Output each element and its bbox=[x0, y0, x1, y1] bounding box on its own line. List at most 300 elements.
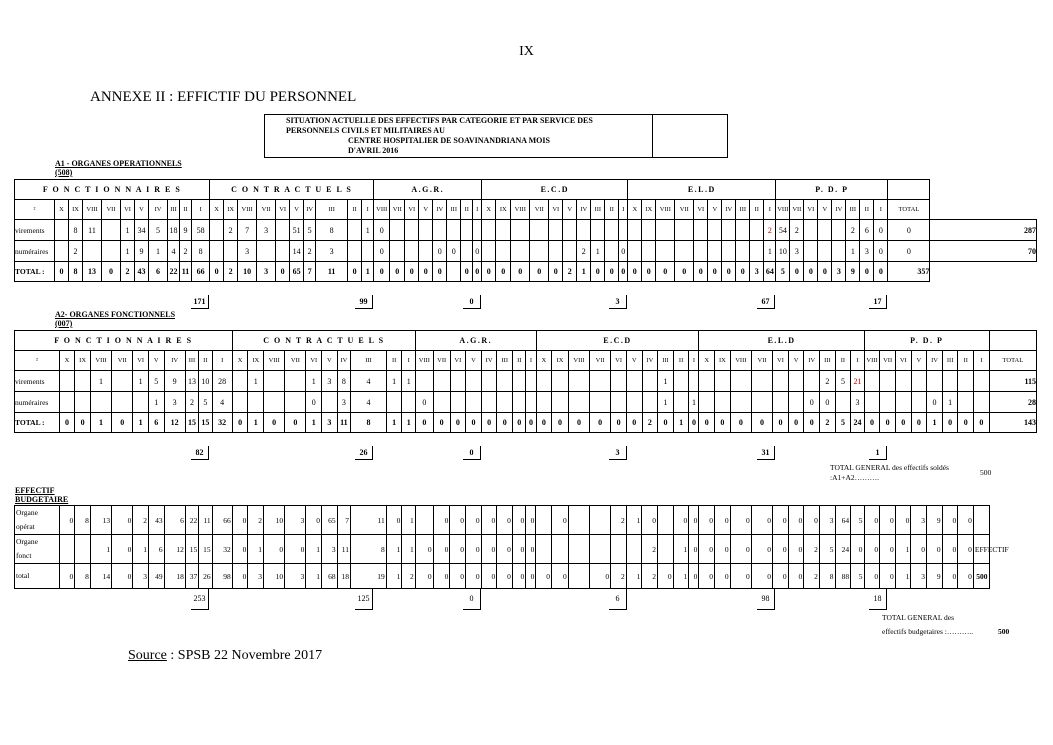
budget-group-subtotal: 253 bbox=[191, 588, 209, 610]
table-cell bbox=[675, 241, 694, 262]
table-cell: 0 bbox=[374, 241, 390, 262]
column-header: III bbox=[447, 200, 461, 220]
column-header: I bbox=[473, 200, 482, 220]
budget-cell: 32 bbox=[212, 535, 232, 564]
column-header: II bbox=[673, 351, 689, 371]
column-header: ² bbox=[15, 200, 55, 220]
column-header: VII bbox=[433, 351, 450, 371]
column-header: VII bbox=[257, 200, 276, 220]
column-header: VII bbox=[675, 200, 694, 220]
a2-group-subtotal: 26 bbox=[355, 446, 373, 460]
budget-cell: 11 bbox=[199, 506, 212, 535]
page-number: IX bbox=[519, 44, 534, 59]
table-cell: 0 bbox=[511, 262, 530, 282]
budget-cell: 0 bbox=[730, 564, 751, 589]
column-header: II bbox=[835, 351, 851, 371]
table-cell: 10 bbox=[238, 262, 257, 282]
table-cell: 0 bbox=[642, 262, 656, 282]
table-cell: 2 bbox=[846, 220, 860, 241]
column-header: VIII bbox=[238, 200, 257, 220]
table-cell: 2 bbox=[790, 220, 804, 241]
table-cell: 28 bbox=[212, 371, 232, 392]
a1-group-subtotal: 3 bbox=[609, 295, 627, 309]
table-cell: 1 bbox=[90, 413, 111, 433]
table-cell: 0 bbox=[619, 241, 628, 262]
column-header: VI bbox=[121, 200, 135, 220]
table-cell: 1 bbox=[90, 371, 111, 392]
table-cell: 0 bbox=[860, 262, 874, 282]
table-cell: 3 bbox=[238, 241, 257, 262]
budget-cell: 0 bbox=[751, 564, 772, 589]
table-cell: 0 bbox=[513, 413, 526, 433]
table-cell bbox=[804, 241, 818, 262]
budget-cell: 0 bbox=[415, 564, 433, 589]
budget-cell: 1 bbox=[673, 564, 689, 589]
budget-cell: 0 bbox=[59, 564, 75, 589]
table-cell bbox=[112, 371, 133, 392]
budget-cell: 8 bbox=[351, 535, 387, 564]
table-cell: 0 bbox=[675, 262, 694, 282]
budget-cell: 0 bbox=[714, 506, 730, 535]
table-cell: 1 bbox=[764, 241, 776, 262]
table-cell: 15 bbox=[185, 413, 198, 433]
column-header: X bbox=[210, 200, 224, 220]
column-header: II bbox=[461, 200, 473, 220]
table-cell bbox=[348, 241, 362, 262]
table-cell bbox=[699, 371, 715, 392]
table-cell: 13 bbox=[83, 262, 102, 282]
budget-cell bbox=[973, 506, 989, 535]
column-header: II bbox=[605, 200, 619, 220]
a1-group-subtotal: 0 bbox=[463, 295, 481, 309]
a2-general-value: 500 bbox=[980, 468, 992, 477]
budget-cell: 0 bbox=[958, 506, 974, 535]
budget-cell: 0 bbox=[415, 535, 433, 564]
table-row bbox=[15, 241, 1037, 262]
table-cell: 2 bbox=[224, 262, 238, 282]
column-header: V bbox=[419, 200, 433, 220]
budget-cell bbox=[59, 535, 75, 564]
table-cell bbox=[656, 220, 675, 241]
table-cell bbox=[536, 371, 552, 392]
a1-title: A1 - ORGANES OPERATIONNELS bbox=[55, 159, 182, 168]
table-cell bbox=[773, 392, 789, 413]
table-cell bbox=[628, 220, 642, 241]
column-header: III bbox=[736, 200, 750, 220]
table-cell: 1 bbox=[658, 371, 674, 392]
column-header: VII bbox=[390, 200, 405, 220]
table-cell: 1 bbox=[133, 413, 149, 433]
table-cell: 1 bbox=[362, 220, 374, 241]
table-cell bbox=[348, 220, 362, 241]
table-cell bbox=[750, 241, 764, 262]
budget-row-label-line: Organe bbox=[16, 508, 38, 517]
table-cell bbox=[482, 220, 496, 241]
table-cell: 3 bbox=[851, 392, 864, 413]
table-cell bbox=[496, 220, 511, 241]
budget-cell: 0 bbox=[497, 564, 513, 589]
budget-cell: 0 bbox=[880, 535, 896, 564]
table-cell bbox=[895, 392, 911, 413]
table-cell: 0 bbox=[605, 262, 619, 282]
column-header: IX bbox=[552, 351, 569, 371]
table-cell: 357 bbox=[888, 262, 930, 282]
column-header: TOTAL bbox=[888, 200, 930, 220]
table-cell bbox=[552, 392, 569, 413]
budget-cell: 1 bbox=[306, 535, 322, 564]
budget-cell: 5 bbox=[819, 535, 835, 564]
table-cell bbox=[563, 220, 577, 241]
table-cell: 0 bbox=[656, 262, 675, 282]
table-cell: 0 bbox=[911, 413, 927, 433]
a2-group-subtotal: 82 bbox=[191, 446, 209, 460]
budget-cell bbox=[568, 535, 589, 564]
column-header: I bbox=[192, 200, 210, 220]
table-cell: 143 bbox=[989, 413, 1036, 433]
table-cell: 0 bbox=[466, 413, 482, 433]
a2-section-title bbox=[55, 310, 175, 328]
table-cell: 2 bbox=[180, 241, 192, 262]
budget-cell: 15 bbox=[199, 535, 212, 564]
table-cell: 4 bbox=[168, 241, 180, 262]
table-cell: 3 bbox=[164, 392, 185, 413]
table-cell: 0 bbox=[689, 413, 699, 433]
table-cell: 1 bbox=[306, 371, 322, 392]
column-header: II bbox=[199, 351, 212, 371]
budget-cell: 3 bbox=[911, 564, 927, 589]
budget-cell: 0 bbox=[512, 535, 525, 564]
column-header: II bbox=[513, 351, 526, 371]
table-cell: 9 bbox=[164, 371, 185, 392]
table-cell bbox=[788, 392, 804, 413]
table-cell: 3 bbox=[832, 262, 846, 282]
table-cell: 12 bbox=[164, 413, 185, 433]
column-header: V bbox=[466, 351, 482, 371]
table-cell bbox=[751, 371, 772, 392]
column-header: X bbox=[628, 200, 642, 220]
column-header: X bbox=[55, 200, 69, 220]
budget-cell: 11 bbox=[337, 535, 350, 564]
budget-cell: 2 bbox=[642, 535, 658, 564]
table-cell bbox=[942, 371, 958, 392]
column-header: II bbox=[348, 200, 362, 220]
table-cell bbox=[530, 241, 549, 262]
table-cell bbox=[751, 392, 772, 413]
budget-cell: 0 bbox=[466, 564, 482, 589]
table-cell: 4 bbox=[351, 371, 387, 392]
a1-section-title bbox=[55, 159, 182, 177]
table-cell: 2 bbox=[563, 262, 577, 282]
table-cell: 0 bbox=[626, 413, 642, 433]
table-cell bbox=[715, 392, 731, 413]
table-cell bbox=[568, 392, 589, 413]
table-cell: 1 bbox=[402, 371, 416, 392]
a1-group-subtotal: 171 bbox=[191, 295, 209, 309]
table-cell: 0 bbox=[974, 413, 990, 433]
budget-cell: 18 bbox=[164, 564, 185, 589]
budget-title-2: BUDGETAIRE bbox=[15, 495, 69, 504]
budget-cell bbox=[415, 506, 433, 535]
column-header: III bbox=[846, 200, 860, 220]
column-header: V bbox=[148, 351, 164, 371]
table-cell bbox=[433, 220, 447, 241]
table-cell: 13 bbox=[185, 371, 198, 392]
column-header: III bbox=[658, 351, 674, 371]
column-header: X bbox=[59, 351, 75, 371]
a1-group-subtotal: 99 bbox=[355, 295, 373, 309]
budget-cell: 2 bbox=[611, 506, 627, 535]
table-cell bbox=[450, 392, 466, 413]
table-cell: 21 bbox=[851, 371, 864, 392]
table-cell bbox=[911, 392, 927, 413]
column-header: VI bbox=[773, 351, 789, 371]
budget-cell: 1 bbox=[402, 535, 415, 564]
table-cell bbox=[83, 241, 102, 262]
table-cell bbox=[232, 392, 248, 413]
column-header: VIII bbox=[415, 351, 433, 371]
column-header: V bbox=[708, 200, 722, 220]
table-cell bbox=[835, 392, 851, 413]
budget-cell: 2 bbox=[402, 564, 415, 589]
table-cell: 0 bbox=[461, 262, 473, 282]
column-header: X bbox=[699, 351, 715, 371]
a2-group-subtotal: 3 bbox=[609, 446, 627, 460]
budget-cell: 1 bbox=[90, 535, 111, 564]
budget-cell bbox=[75, 535, 91, 564]
budget-cell: 26 bbox=[199, 564, 212, 589]
column-header: IV bbox=[433, 200, 447, 220]
table-cell: 4 bbox=[212, 392, 232, 413]
table-cell: 0 bbox=[552, 413, 569, 433]
table-cell: 0 bbox=[790, 262, 804, 282]
budget-cell: 0 bbox=[306, 506, 322, 535]
table-cell: 8 bbox=[337, 371, 350, 392]
budget-cell bbox=[658, 535, 674, 564]
table-cell bbox=[974, 371, 990, 392]
table-cell: 0 bbox=[715, 413, 731, 433]
table-cell bbox=[530, 220, 549, 241]
table-cell: 0 bbox=[415, 392, 433, 413]
budget-cell bbox=[551, 535, 568, 564]
table-cell bbox=[257, 241, 276, 262]
table-cell: 9 bbox=[846, 262, 860, 282]
table-cell: 3 bbox=[257, 220, 276, 241]
table-cell: 3 bbox=[257, 262, 276, 282]
budget-cell: 8 bbox=[819, 564, 835, 589]
table-cell bbox=[568, 371, 589, 392]
table-cell: 287 bbox=[930, 220, 1037, 241]
table-cell bbox=[450, 371, 466, 392]
table-cell: 3 bbox=[790, 241, 804, 262]
source-text: : SPSB 22 Novembre 2017 bbox=[166, 648, 323, 663]
table-cell bbox=[210, 241, 224, 262]
table-cell: 0 bbox=[874, 241, 888, 262]
table-cell bbox=[210, 220, 224, 241]
table-cell: 0 bbox=[112, 413, 133, 433]
table-cell: 0 bbox=[864, 413, 880, 433]
table-cell: 3 bbox=[337, 392, 350, 413]
column-header: I bbox=[212, 351, 232, 371]
column-header: VIII bbox=[656, 200, 675, 220]
table-cell: 1 bbox=[658, 392, 674, 413]
table-cell bbox=[264, 392, 285, 413]
budget-section-title bbox=[15, 486, 68, 504]
budget-cell: 18 bbox=[337, 564, 350, 589]
column-header: VI bbox=[694, 200, 708, 220]
table-cell: 10 bbox=[199, 371, 212, 392]
table-cell: 0 bbox=[374, 262, 390, 282]
budget-cell: 3 bbox=[133, 564, 149, 589]
budget-cell: 2 bbox=[804, 564, 820, 589]
table-cell: 24 bbox=[851, 413, 864, 433]
budget-cell: 2 bbox=[804, 535, 820, 564]
column-header: V bbox=[322, 351, 338, 371]
a1-group-label: F O N C T I O N N A I R E S bbox=[15, 180, 210, 200]
table-cell: 0 bbox=[419, 262, 433, 282]
table-cell: 0 bbox=[708, 262, 722, 282]
column-header: V bbox=[911, 351, 927, 371]
table-cell bbox=[590, 371, 611, 392]
table-cell: 0 bbox=[773, 413, 789, 433]
table-cell bbox=[750, 220, 764, 241]
budget-cell bbox=[589, 535, 610, 564]
table-cell: 32 bbox=[212, 413, 232, 433]
budget-cell: 0 bbox=[958, 564, 974, 589]
table-cell: 0 bbox=[232, 413, 248, 433]
column-header: II bbox=[386, 351, 402, 371]
table-cell: 70 bbox=[930, 241, 1037, 262]
table-cell: 2 bbox=[224, 220, 238, 241]
table-cell: 8 bbox=[69, 262, 83, 282]
budget-cell: 3 bbox=[285, 564, 306, 589]
budget-cell: 0 bbox=[433, 564, 450, 589]
table-cell bbox=[605, 220, 619, 241]
table-cell bbox=[386, 392, 402, 413]
budget-cell: 68 bbox=[322, 564, 338, 589]
table-cell: 0 bbox=[374, 220, 390, 241]
table-cell bbox=[112, 392, 133, 413]
budget-general-label-2: effectifs budgetaires :……….. bbox=[882, 627, 974, 636]
budget-cell: 8 bbox=[75, 506, 91, 535]
table-cell: 0 bbox=[628, 262, 642, 282]
budget-group-subtotal: 0 bbox=[463, 588, 481, 610]
table-cell: 9 bbox=[180, 220, 192, 241]
column-header: VIII bbox=[90, 351, 111, 371]
budget-cell: 0 bbox=[927, 535, 943, 564]
table-cell: 0 bbox=[888, 241, 930, 262]
a2-group-subtotal: 31 bbox=[757, 446, 775, 460]
budget-cell: EFFECTIF bbox=[973, 535, 989, 564]
table-cell bbox=[552, 371, 569, 392]
column-header: VII bbox=[790, 200, 804, 220]
column-header: VIII bbox=[730, 351, 751, 371]
table-cell bbox=[818, 220, 832, 241]
table-cell bbox=[880, 392, 896, 413]
budget-cell: 0 bbox=[851, 535, 864, 564]
table-cell bbox=[736, 241, 750, 262]
budget-cell: 24 bbox=[835, 535, 851, 564]
table-cell bbox=[526, 392, 536, 413]
table-cell: 0 bbox=[880, 413, 896, 433]
column-header: IV bbox=[577, 200, 591, 220]
table-cell bbox=[911, 371, 927, 392]
budget-cell: 65 bbox=[322, 506, 338, 535]
column-header: IV bbox=[304, 200, 316, 220]
source-label: Source bbox=[128, 648, 167, 663]
table-cell: 11 bbox=[316, 262, 348, 282]
table-cell: 22 bbox=[168, 262, 180, 282]
budget-cell: 0 bbox=[512, 564, 525, 589]
budget-cell bbox=[626, 535, 642, 564]
a1-group-subtotal: 67 bbox=[757, 295, 775, 309]
table-cell: 0 bbox=[526, 413, 536, 433]
table-cell: 3 bbox=[322, 413, 338, 433]
table-cell bbox=[832, 220, 846, 241]
budget-general-label-1: TOTAL GENERAL des bbox=[882, 613, 955, 622]
table-cell: 115 bbox=[989, 371, 1036, 392]
table-cell bbox=[895, 371, 911, 392]
table-cell bbox=[590, 392, 611, 413]
table-cell: 1 bbox=[121, 220, 135, 241]
table-row bbox=[15, 371, 1037, 392]
table-cell: 0 bbox=[694, 262, 708, 282]
table-cell: 0 bbox=[473, 241, 482, 262]
budget-cell: 0 bbox=[497, 506, 513, 535]
table-cell: 0 bbox=[415, 413, 433, 433]
table-cell: 0 bbox=[788, 413, 804, 433]
budget-cell: 0 bbox=[942, 506, 958, 535]
table-cell: 0 bbox=[75, 413, 91, 433]
budget-cell bbox=[568, 564, 589, 589]
table-cell: 0 bbox=[820, 392, 836, 413]
column-header: III bbox=[351, 351, 387, 371]
column-header: VIII bbox=[776, 200, 790, 220]
table-cell: 64 bbox=[764, 262, 776, 282]
table-cell: 0 bbox=[591, 262, 605, 282]
table-cell: 0 bbox=[59, 413, 75, 433]
budget-cell: 10 bbox=[263, 564, 284, 589]
budget-cell: 0 bbox=[642, 506, 658, 535]
budget-cell: 0 bbox=[689, 535, 699, 564]
table-cell: 0 bbox=[804, 392, 820, 413]
budget-cell: 500 bbox=[973, 564, 989, 589]
column-header: IV bbox=[164, 351, 185, 371]
table-cell bbox=[804, 220, 818, 241]
budget-cell: 2 bbox=[248, 506, 264, 535]
a2-group-label: P. D. P bbox=[864, 331, 989, 351]
budget-cell: 0 bbox=[689, 506, 699, 535]
table-cell: 8 bbox=[351, 413, 387, 433]
budget-cell: 0 bbox=[942, 535, 958, 564]
table-cell bbox=[880, 371, 896, 392]
table-cell bbox=[390, 220, 405, 241]
table-cell bbox=[694, 241, 708, 262]
budget-cell: 1 bbox=[133, 535, 149, 564]
budget-cell: 0 bbox=[880, 564, 896, 589]
table-cell bbox=[818, 241, 832, 262]
table-cell bbox=[628, 241, 642, 262]
situation-line-3: CENTRE HOSPITALIER DE SOAVINANDRIANA MOIS bbox=[348, 136, 550, 145]
budget-row-label bbox=[15, 564, 60, 589]
budget-cell: 0 bbox=[263, 535, 284, 564]
column-header: X bbox=[482, 200, 496, 220]
budget-cell: 0 bbox=[450, 535, 466, 564]
column-header: VII bbox=[102, 200, 121, 220]
budget-cell: 1 bbox=[386, 535, 402, 564]
table-cell: 0 bbox=[55, 262, 69, 282]
table-cell: 0 bbox=[730, 413, 751, 433]
column-header: IV bbox=[927, 351, 943, 371]
